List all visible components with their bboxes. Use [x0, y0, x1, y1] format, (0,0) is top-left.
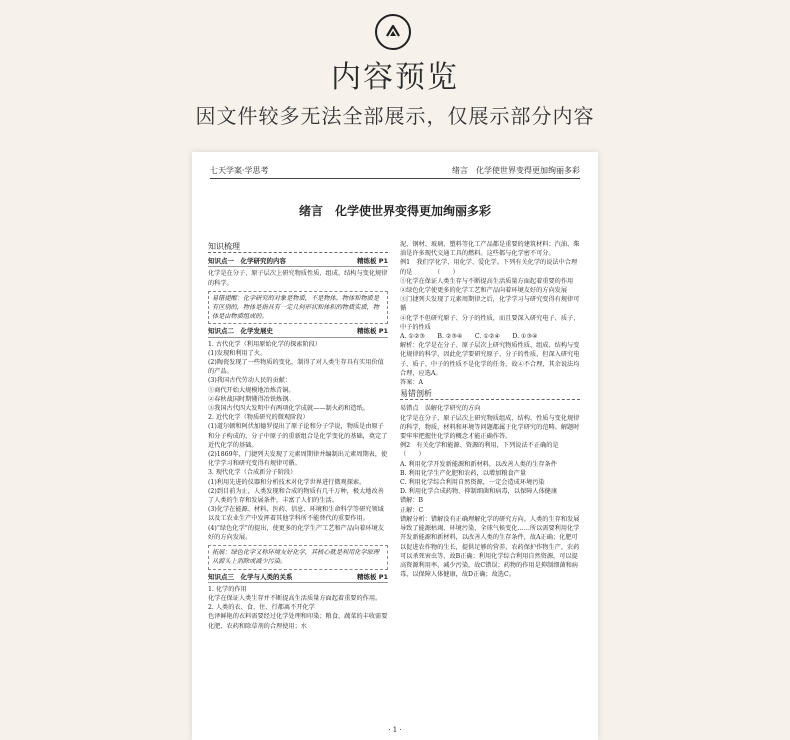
running-header-left: 七天学案·学思考: [210, 166, 269, 175]
knowledge-point-label: 知识点三 化学与人类的关系: [208, 572, 293, 581]
paragraph: 1. 化学的作用: [208, 585, 247, 593]
paragraph: 化学是在分子、原子层次上研究物质性质、组成、结构与变化规律的科学。: [208, 270, 388, 287]
paragraph: ①商代开始大规模地冶炼青铜。: [208, 386, 295, 394]
paragraph: D. 利用化学合成药物，抑制细菌和病毒，以保障人体健康: [400, 488, 558, 496]
page-number: · 1 ·: [388, 726, 402, 734]
paragraph: A. ①②③ B. ②③④ C. ①②④ D. ①③④: [400, 333, 538, 341]
running-header: [210, 160, 580, 179]
paragraph: 错解分析：错解没有正确理解化学的研究方向。人类的生存和发展导致了能源枯竭、环境污染、全球气候变化……所以需要利用化学开发新能源和新材料，以改善人类的生存条件，故A正确；化肥可以促进农作物的生长，提供足够的营养，农药保护作物生产，农药可以杀死害虫等，故B正确；利用化学综合利用自然资源，可以提高资源利用率，减少污染，故C错误；药物的作用是抑制细菌和病毒，以保障人体健康，故D正确；故选C。: [400, 515, 580, 579]
section-heading: 知识梳理: [208, 242, 388, 253]
knowledge-point-heading: [208, 573, 388, 583]
paragraph: 易错点 误解化学研究的方向: [400, 405, 481, 413]
knowledge-point-label: 知识点一 化学研究的内容: [208, 257, 286, 266]
paragraph: 例1 我们学化学、用化学、爱化学。下列有关化学的说法中合理的是 （ ）: [400, 259, 578, 276]
paragraph: (3)我国古代劳动人民的贡献：: [208, 377, 292, 385]
paragraph: ③门捷列夫发现了元素周期律之后，化学学习与研究变得有规律可循: [400, 296, 580, 313]
paragraph: (4)“绿色化学”的提出，使更多的化学生产工艺和产品向着环境友好的方向发展。: [208, 524, 384, 541]
paragraph: (1)发现和利用了火。: [208, 349, 267, 357]
paragraph: C. 利用化学综合利用自然资源，一定会造成环境污染: [400, 479, 545, 487]
paragraph: ②绿色化学使更多的化学工艺和产品向着环境友好的方向发展: [400, 287, 568, 295]
knowledge-point-tag: 精练板 P1: [356, 257, 388, 266]
knowledge-point-heading: [208, 327, 388, 337]
paragraph: (2)到目前为止，人类发现和合成的物质有几千万种，极大地改善了人类的生存和发展条件，丰富了人们的生活。: [208, 487, 384, 505]
paragraph: ③我国古代四大发明中有两项化学成就——制火药和造纸。: [208, 405, 369, 413]
paragraph: (1)道尔顿和阿伏加德罗提出了原子论和分子学说，物质是由原子和分子构成的，分子中原子的重新组合是化学变化的基础，奠定了近代化学的基础。: [208, 423, 388, 449]
chapter-title: 绪言 化学使世界变得更加绚丽多彩: [298, 204, 491, 218]
paragraph: 错解：B: [400, 497, 424, 505]
paragraph: B. 利用化学生产化肥和农药，以增加粮食产量: [400, 469, 527, 477]
knowledge-point-label: 知识点二 化学发展史: [208, 327, 273, 336]
document-page: [192, 152, 598, 740]
tip-box: 拓展：绿色化学又称环境友好化学，其核心就是利用化学原理从源头上消除或减少污染。: [208, 545, 388, 569]
paragraph: 正解：C: [400, 506, 424, 514]
paragraph: ①化学在保证人类生存与不断提高生活质量方面起着重要的作用: [400, 277, 574, 285]
paragraph: 2. 人类的衣、食、住、行都离不开化学: [208, 604, 315, 612]
paragraph: 化学是在分子、原子层次上研究物质组成、结构、性质与变化规律的科学，物质、材料和环境等问题都属于化学研究的范畴。解题时要牢牢把握住化学的概念才能正确作答。: [400, 414, 580, 441]
paragraph: 解析：化学是在分子、原子层次上研究物质性质、组成、结构与变化规律的科学，因此化学要研究原子、分子的性质，但深入研究电子、质子、中子的性质不是化学的任务，故④不合理，其余说法均合理，应选A。: [400, 342, 580, 377]
running-header-right: 绪言 化学使世界变得更加绚丽多彩: [452, 166, 580, 175]
paragraph: 1. 古代化学（利用原始化学的探索阶段）: [208, 340, 322, 348]
paragraph: 答案：A: [400, 379, 424, 387]
paragraph: 2. 近代化学（物质研究的微观阶段）: [208, 414, 309, 422]
paragraph: 化学在保证人类生存并不断提高生活质量方面起着重要的作用。: [208, 594, 382, 602]
tip-box: 易错提醒：化学研究的对象是物质，不是物体。物体和物质是有区别的，物体是指具有一定几何形状和体积的物质实质，物体是由物质组成的。: [208, 291, 388, 325]
preview-title: 内容预览: [331, 60, 459, 95]
paragraph: 3. 现代化学（合成新分子阶段）: [208, 469, 297, 477]
paragraph: ④化学不但研究原子、分子的性质，而且要深入研究电子、质子、中子的性质: [400, 314, 580, 331]
paragraph: 色泽鲜艳的衣料需要经过化学处理和印染；粮食、蔬菜的丰收需要化肥、农药和除草剂的合理使用；水: [208, 613, 388, 630]
chevron-up-circle-icon: [375, 14, 411, 50]
paragraph: (3)化学在能源、材料、医药、信息、环境和生命科学等研究领域以及工农业生产中发挥着其他学科所不能替代的重要作用。: [208, 506, 384, 523]
right-column: [400, 240, 590, 579]
knowledge-point-tag: 精练板 P1: [356, 572, 388, 581]
paragraph: ②春秋战国时期懂得冶铁炼钢。: [208, 395, 295, 403]
paragraph: (2)陶瓷发现了一些物质的变化，制得了对人类生存具有实用价值的产品。: [208, 359, 384, 376]
section-heading: 易错剖析: [400, 389, 580, 400]
paragraph: (2)1869年，门捷列夫发现了元素周期律并编制出元素周期表，使化学学习和研究变得有规律可循。: [208, 451, 388, 468]
paragraph: 例2 有关化学和能源、资源的利用，下列说法不正确的是 （ ）: [400, 442, 590, 459]
left-column: [208, 240, 388, 631]
paragraph: (1)利用先进的仪器和分析技术对化学世界进行微观探索。: [208, 478, 366, 486]
paragraph: A. 利用化学开发新能源和新材料，以改善人类的生存条件: [400, 460, 557, 468]
knowledge-point-heading: [208, 257, 388, 267]
preview-subtitle: 因文件较多无法全部展示，仅展示部分内容: [195, 104, 595, 128]
knowledge-point-tag: 精练板 P1: [356, 327, 388, 336]
paragraph: 泥、钢材、玻璃、塑料等化工产品都是重要的建筑材料；汽油、柴油是许多现代交通工具的燃料。这些都与化学密不可分。: [400, 241, 580, 258]
